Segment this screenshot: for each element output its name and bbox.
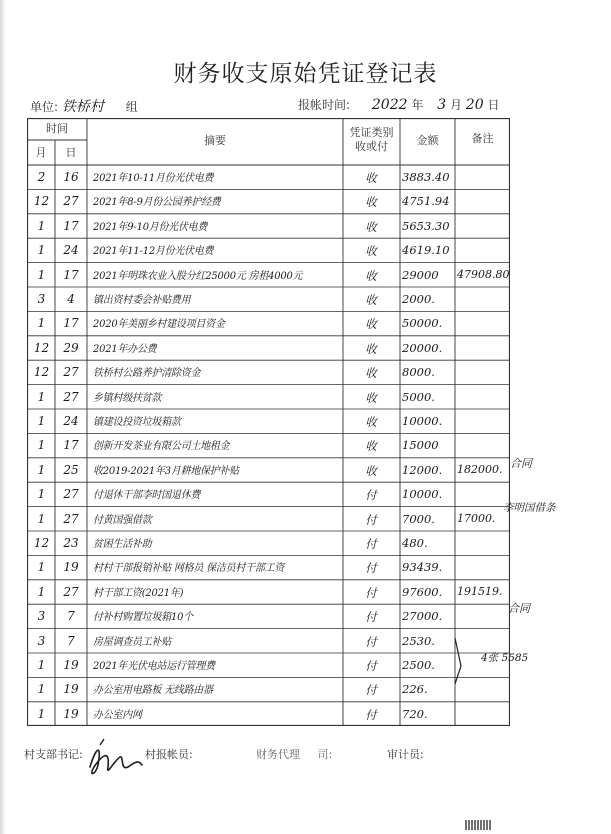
row-amount: 5653.30 (402, 218, 450, 233)
row-month: 1 (37, 462, 46, 477)
row-description: 2021年11-12月份光伏电费 (93, 245, 214, 258)
row-description: 铁桥村公路养护清除资金 (93, 367, 201, 380)
header-note: 备注 (471, 132, 494, 145)
row-voucher-type: 收 (365, 293, 377, 307)
row-month: 3 (37, 609, 46, 624)
row-amount: 10000. (402, 414, 443, 428)
row-day: 27 (63, 584, 79, 599)
row-amount: 10000. (402, 487, 443, 502)
unit-value: 铁桥村 (61, 99, 104, 115)
row-description: 付黄国强借款 (93, 513, 152, 526)
header-month: 月 (35, 146, 47, 159)
margin-note-4: 4张 5585 (481, 652, 529, 664)
row-amount: 720. (402, 706, 428, 721)
row-description: 村干部工资(2021年) (93, 586, 184, 599)
row-voucher-type: 付 (365, 561, 377, 576)
row-amount: 50000. (402, 316, 443, 331)
row-amount: 2500. (402, 658, 435, 672)
row-day: 4 (67, 292, 75, 306)
report-year-unit: 年 (411, 98, 424, 112)
row-month: 1 (37, 414, 46, 428)
row-voucher-type: 收 (365, 341, 377, 356)
row-voucher-type: 付 (365, 512, 377, 527)
row-day: 25 (63, 462, 79, 477)
row-amount: 29000 (402, 267, 439, 282)
row-amount: 3883.40 (402, 170, 450, 184)
row-voucher-type: 收 (365, 366, 377, 381)
row-day: 27 (63, 511, 79, 526)
row-month: 1 (37, 438, 46, 453)
row-voucher-type: 付 (365, 683, 377, 698)
report-time-field (298, 96, 499, 113)
row-month: 2 (37, 170, 46, 184)
barcode-stamp (465, 820, 491, 830)
report-month: 3 (437, 97, 447, 113)
reporter-field (145, 746, 193, 762)
reporter-label: 村报帐员: (145, 748, 193, 761)
row-amount: 480. (402, 536, 428, 550)
secretary-label: 村支部书记: (24, 748, 83, 761)
header-time: 时间 (46, 122, 68, 135)
row-voucher-type: 付 (365, 659, 377, 673)
row-amount: 93439. (402, 560, 443, 575)
row-description: 办公室用电路板 无线路由器 (93, 684, 213, 697)
bracket-mark (453, 636, 467, 686)
row-day: 19 (63, 682, 79, 697)
row-amount: 15000 (402, 438, 439, 453)
unit-label: 单位: (30, 100, 59, 114)
row-description: 2021年办公费 (93, 342, 157, 355)
report-month-unit: 月 (449, 98, 462, 112)
row-day: 17 (63, 316, 79, 331)
row-voucher-type: 收 (365, 317, 377, 332)
agent-label: 财务代理 (256, 748, 300, 761)
header-voucher-type-1: 凭证类别 (349, 126, 394, 139)
row-day: 17 (63, 267, 79, 282)
row-description: 镇建设投资垃圾箱款 (93, 416, 181, 428)
row-month: 1 (37, 267, 46, 282)
row-description: 房屋调查员工补贴 (93, 635, 171, 648)
row-day: 27 (63, 365, 79, 380)
page-edge (0, 0, 6, 834)
row-month: 12 (33, 536, 50, 550)
report-time-label: 报帐时间: (298, 98, 351, 112)
row-amount: 4619.10 (402, 243, 450, 258)
row-voucher-type: 收 (365, 415, 377, 429)
margin-note-1: 合同 (510, 457, 532, 470)
row-voucher-type: 收 (365, 219, 377, 234)
row-amount: 226. (402, 682, 428, 697)
row-day: 17 (63, 218, 79, 233)
secretary-field (24, 746, 83, 762)
report-day: 20 (465, 97, 484, 113)
row-month: 12 (33, 365, 50, 380)
row-day: 24 (63, 414, 79, 428)
row-day: 27 (63, 487, 79, 502)
row-day: 27 (63, 389, 79, 404)
row-voucher-type: 收 (365, 463, 377, 478)
row-day: 27 (63, 194, 79, 209)
row-description: 2021年9-10月份光伏电费 (93, 220, 208, 233)
row-voucher-type: 付 (365, 610, 377, 625)
row-description: 乡镇村级扶贫款 (93, 391, 162, 404)
row-description: 付补村购置垃圾箱10个 (93, 611, 193, 624)
row-note: 191519. (457, 584, 503, 598)
auditor-field (387, 746, 424, 762)
row-day: 7 (67, 633, 75, 648)
row-day: 19 (63, 706, 79, 721)
header-amount: 金额 (416, 134, 439, 147)
unit-suffix: 组 (125, 100, 138, 114)
row-day: 29 (63, 340, 79, 355)
row-month: 1 (37, 511, 46, 526)
row-month: 1 (37, 560, 46, 575)
row-day: 19 (63, 658, 79, 672)
row-amount: 7000. (402, 511, 435, 526)
row-description: 2020年美丽乡村建设项目资金 (93, 318, 225, 331)
row-day: 16 (63, 170, 79, 184)
row-amount: 4751.94 (402, 194, 450, 209)
row-voucher-type: 收 (365, 244, 377, 259)
row-description: 村村干部报销补贴 网格员 保洁员村干部工资 (93, 562, 285, 575)
row-month: 3 (37, 633, 46, 648)
row-amount: 20000. (402, 340, 443, 355)
row-day: 17 (63, 438, 79, 453)
row-amount: 27000. (402, 609, 443, 624)
row-amount: 8000. (402, 365, 435, 380)
row-description: 2021年8-9月份公园养护经费 (93, 196, 221, 209)
row-description: 办公室内网 (93, 708, 142, 721)
row-month: 1 (37, 706, 46, 721)
ledger-table (27, 118, 556, 726)
row-month: 1 (37, 658, 46, 672)
row-voucher-type: 收 (365, 390, 377, 405)
row-amount: 2530. (402, 633, 435, 648)
row-description: 2021年明珠农业入股分红25000元 房租4000元 (93, 269, 303, 282)
agent-field (256, 746, 332, 762)
row-amount: 12000. (402, 462, 443, 477)
row-day: 7 (67, 609, 75, 624)
row-month: 1 (37, 584, 46, 599)
row-description: 付退休干部李时国退休费 (93, 489, 201, 502)
row-note: 182000. (457, 462, 503, 476)
margin-note-2: 李明国借条 (503, 502, 556, 514)
row-note: 47908.80 (457, 267, 510, 281)
row-description: 2021年光伏电站运行管理费 (93, 660, 215, 672)
row-amount: 97600. (402, 584, 443, 599)
unit-field (30, 96, 138, 116)
header-voucher-type-2: 收或付 (355, 140, 388, 153)
row-voucher-type: 收 (365, 439, 377, 454)
row-month: 12 (33, 340, 50, 355)
row-month: 1 (37, 218, 46, 233)
row-voucher-type: 付 (365, 488, 377, 503)
row-voucher-type: 付 (365, 707, 377, 722)
row-voucher-type: 收 (365, 171, 377, 185)
report-year: 2022 (371, 97, 408, 113)
row-day: 19 (63, 560, 79, 575)
margin-note-3: 合同 (508, 602, 530, 615)
row-month: 1 (37, 243, 46, 258)
auditor-label: 审计员: (387, 748, 424, 761)
report-day-unit: 日 (487, 98, 500, 112)
row-day: 23 (63, 536, 79, 550)
row-month: 12 (33, 194, 50, 209)
row-voucher-type: 付 (365, 634, 377, 649)
header-summary: 摘要 (204, 134, 226, 147)
document-title: 财务收支原始凭证登记表 (173, 61, 438, 87)
row-description: 2021年10-11月份光伏电费 (93, 172, 214, 184)
agent-suffix: 司: (317, 748, 333, 761)
header-day: 日 (65, 146, 77, 159)
row-month: 1 (37, 316, 46, 331)
row-amount: 5000. (402, 389, 435, 404)
row-amount: 2000. (402, 292, 435, 306)
row-description: 收2019-2021年3月耕地保护补贴 (93, 464, 240, 477)
row-description: 贫困生活补助 (93, 538, 152, 550)
row-month: 3 (37, 292, 46, 306)
row-description: 创新开发茶业有限公司土地租金 (93, 440, 230, 453)
row-note: 17000. (457, 511, 496, 525)
row-voucher-type: 付 (365, 585, 377, 600)
row-voucher-type: 收 (365, 195, 377, 210)
row-description: 镇出资村委会补贴费用 (93, 294, 191, 306)
row-voucher-type: 付 (365, 537, 377, 551)
row-day: 24 (63, 243, 79, 258)
row-month: 1 (37, 389, 46, 404)
signature (80, 737, 150, 781)
row-month: 1 (37, 487, 46, 502)
row-voucher-type: 收 (365, 268, 377, 283)
row-month: 1 (37, 682, 46, 697)
